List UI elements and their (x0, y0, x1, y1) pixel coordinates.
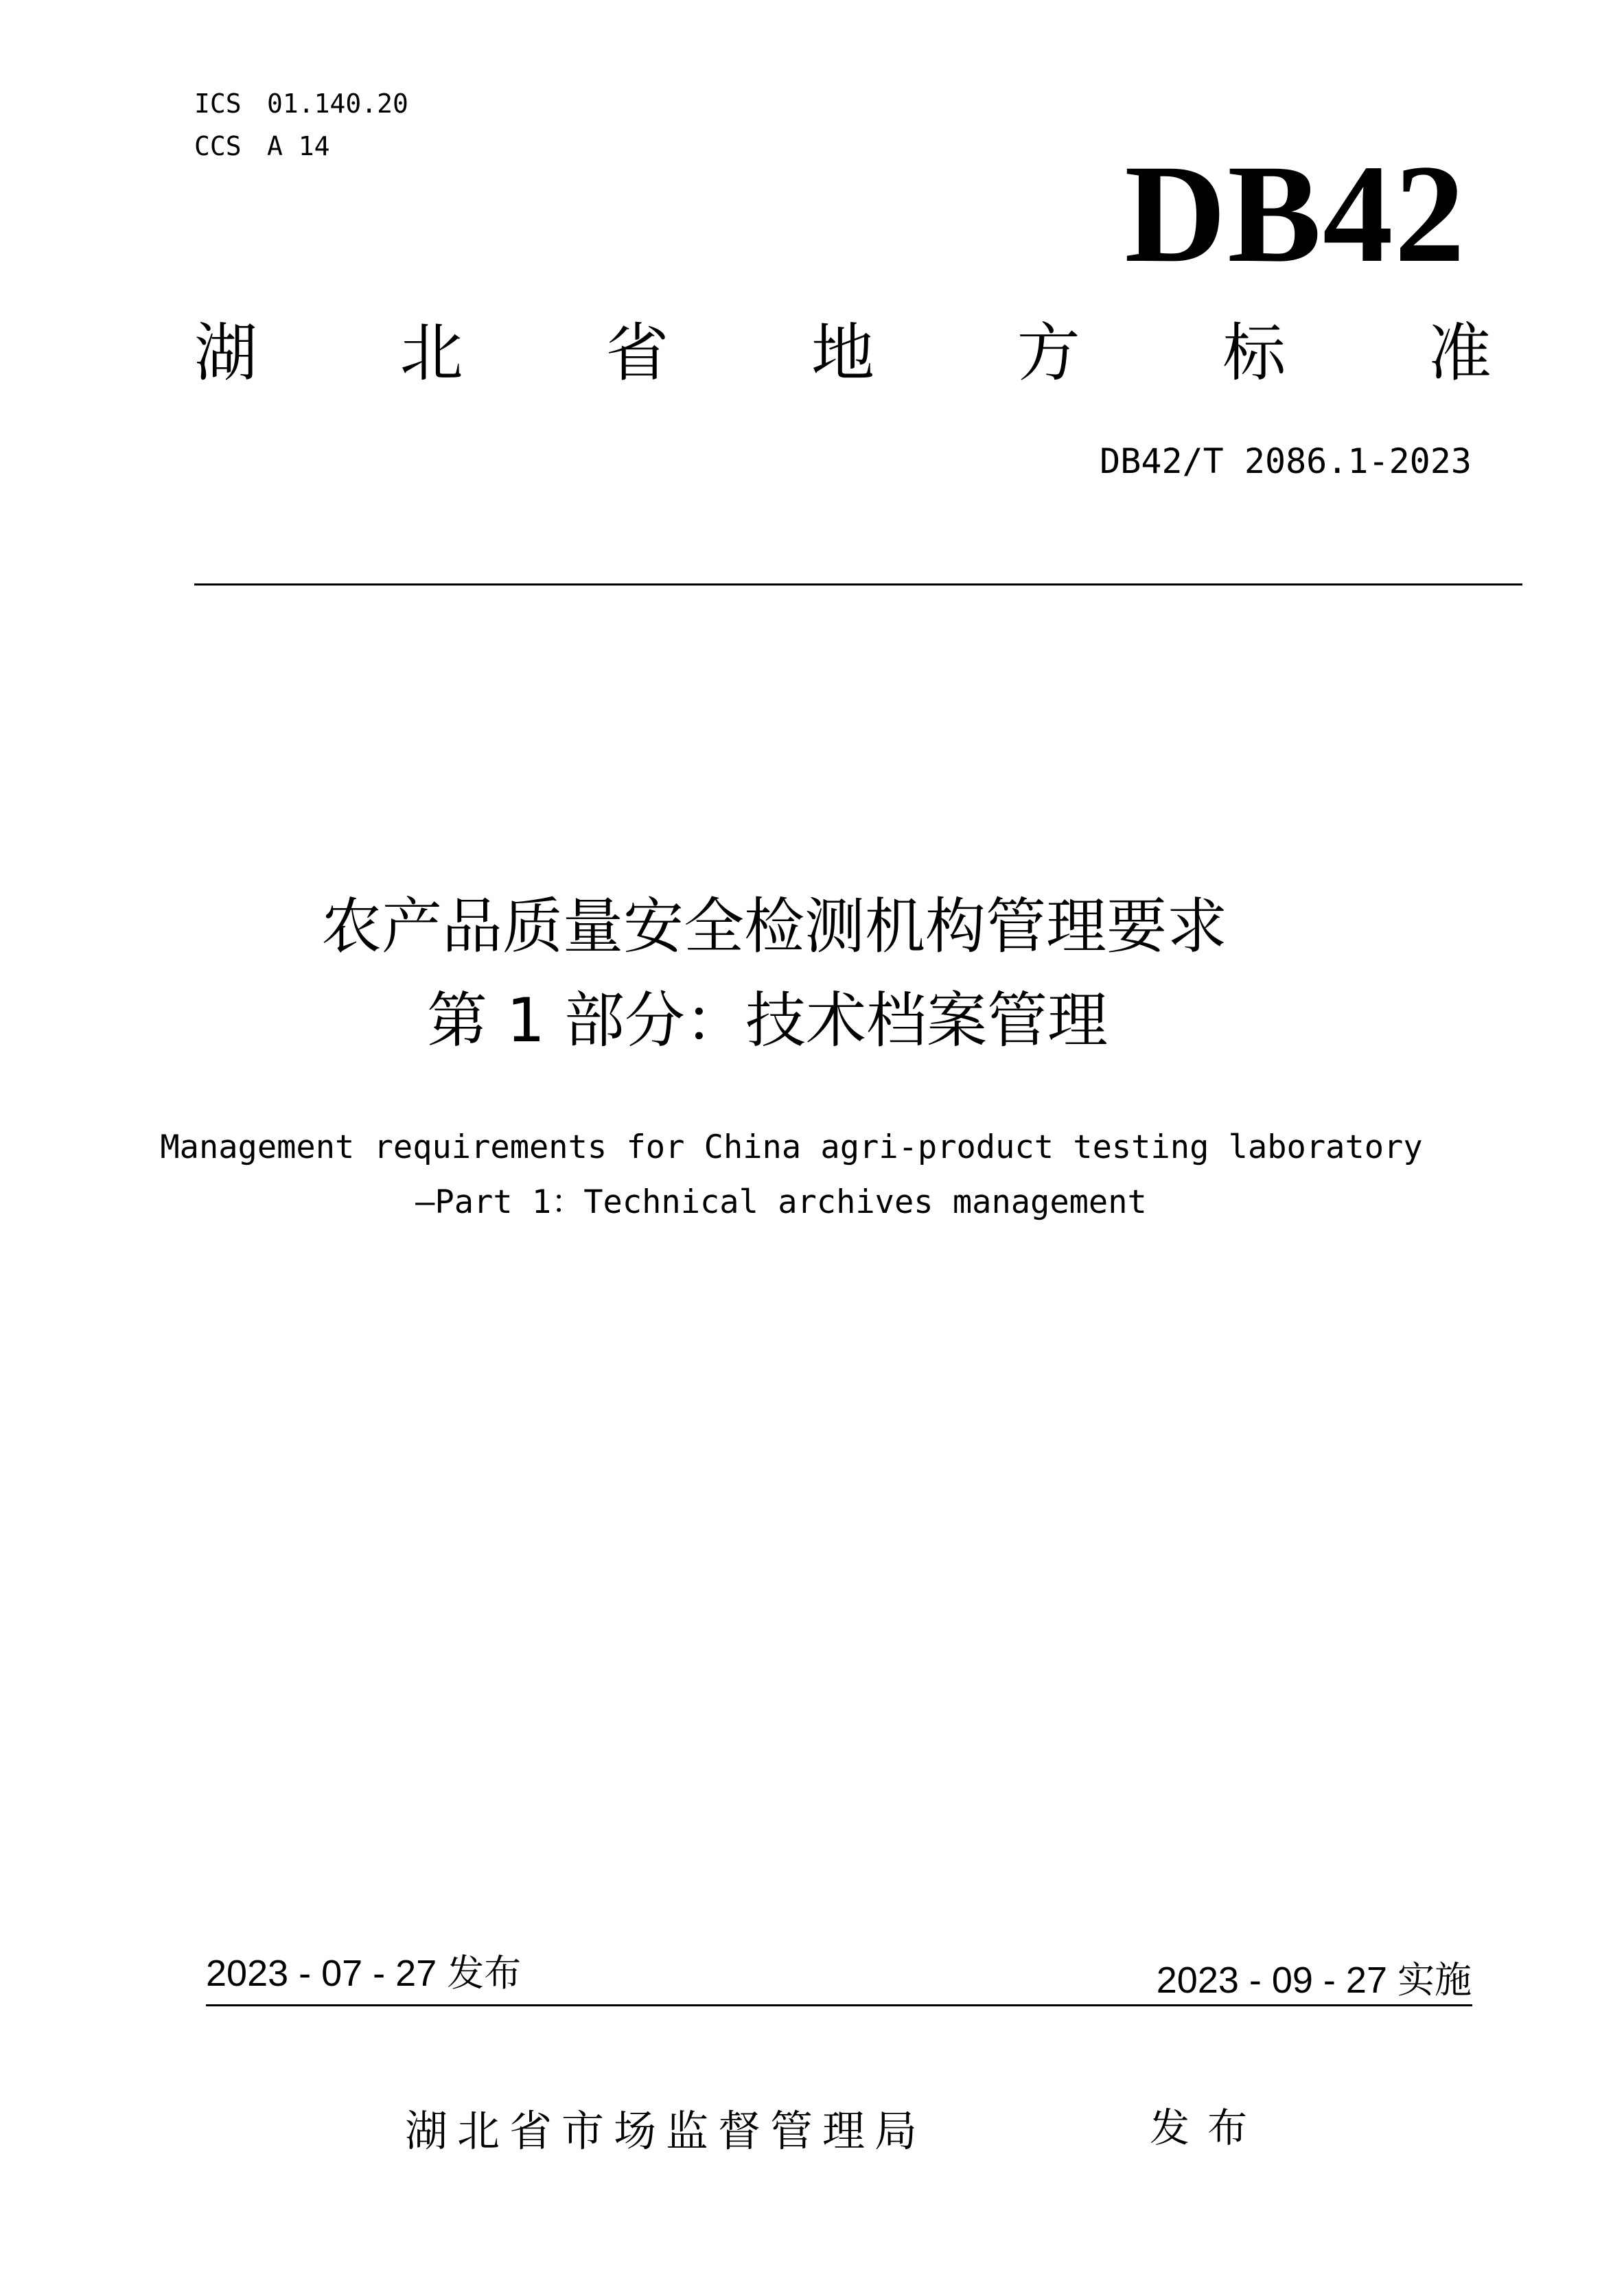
title-en-line2: —Part 1：Technical archives management (415, 1183, 1147, 1221)
classification-codes (194, 82, 408, 167)
issue-date: 2023 - 07 - 27 发布 (206, 1953, 522, 1994)
top-divider (194, 583, 1522, 585)
db42-logo: DB42 (1124, 136, 1466, 292)
ccs-label: CCS (194, 131, 242, 161)
standard-code: DB42/T 2086.1-2023 (1100, 441, 1472, 481)
standard-type-char: 省 (605, 316, 669, 390)
standard-type-char: 标 (1222, 316, 1286, 390)
title-zh-line2: 第 1 部分：技术档案管理 (427, 985, 1108, 1056)
ccs-row (194, 125, 408, 167)
implementation-date: 2023 - 09 - 27 实施 (1156, 1960, 1472, 2001)
standard-type-char: 北 (399, 316, 463, 390)
ics-label: ICS (194, 89, 242, 119)
issue-action: 发布 (1150, 2104, 1266, 2151)
ics-value: 01.140.20 (267, 89, 408, 119)
ics-row (194, 82, 408, 125)
standard-type-heading (194, 312, 1492, 395)
issuing-authority: 湖北省市场监督管理局 (405, 2106, 927, 2156)
bottom-divider (206, 2004, 1472, 2006)
ccs-value: A 14 (267, 131, 330, 161)
standard-type-char: 地 (811, 316, 874, 390)
standard-type-char: 方 (1017, 316, 1080, 390)
title-en-line1: Management requirements for China agri-product testing laboratory (160, 1128, 1423, 1166)
standard-type-char: 准 (1428, 316, 1492, 390)
title-zh-line1: 农产品质量安全检测机构管理要求 (321, 891, 1227, 962)
standard-type-char: 湖 (194, 316, 258, 390)
